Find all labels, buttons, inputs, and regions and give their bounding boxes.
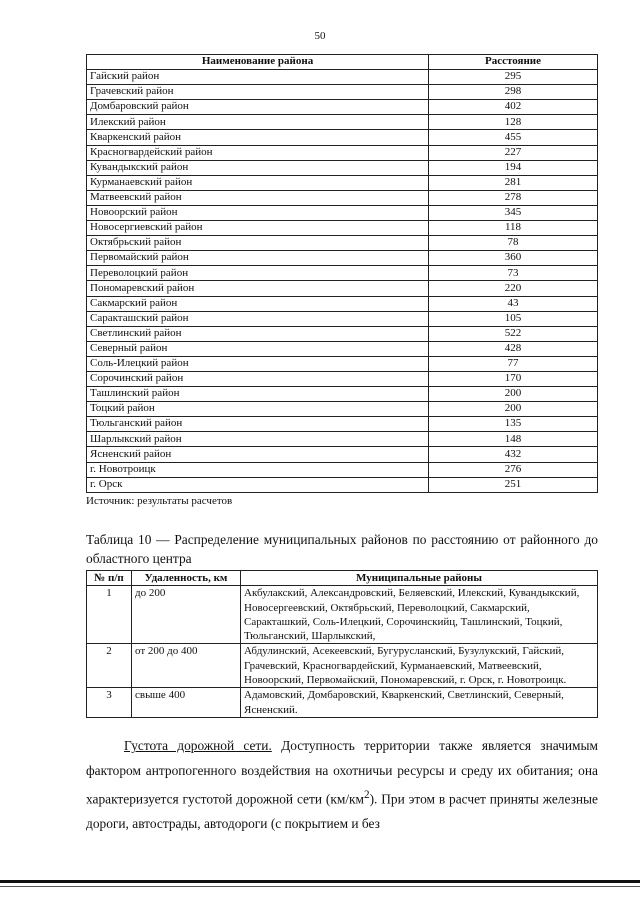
distance-cell: 295: [429, 70, 598, 85]
paragraph-text-continued: ). При этом в расчет приняты железные дороги, автострады, автодороги (с покрытием и без: [86, 791, 598, 831]
page-bottom-rule-thin: [0, 886, 640, 887]
distance-cell: 276: [429, 462, 598, 477]
table-row: [87, 236, 598, 251]
district-name-cell: Ташлинский район: [87, 387, 429, 402]
remoteness-cell: до 200: [132, 586, 241, 644]
distance-cell: 73: [429, 266, 598, 281]
district-name-cell: Матвеевский район: [87, 190, 429, 205]
district-name-cell: Кувандыкский район: [87, 160, 429, 175]
distance-cell: 194: [429, 160, 598, 175]
distance-table: [86, 54, 598, 493]
table-row: [87, 586, 598, 644]
district-name-cell: Новосергиевский район: [87, 221, 429, 236]
distance-cell: 170: [429, 371, 598, 386]
table-row: [87, 477, 598, 492]
districts-cell: Акбулакский, Александровский, Беляевский, Илекский, Кувандыкский, Новосергеевский, Октябрьский, Переволоцкий, Сакмарский, Саракташкий, Соль-Илецкий, Сорочинскийц, Ташлинский, Тоцкий, Тюльганский, Шарлыкский,: [241, 586, 598, 644]
table-row: [87, 296, 598, 311]
district-name-cell: Сакмарский район: [87, 296, 429, 311]
district-group-table: [86, 570, 598, 718]
district-name-cell: Тюльганский район: [87, 417, 429, 432]
paragraph-heading: Густота дорожной сети.: [124, 738, 272, 753]
table-row: [87, 160, 598, 175]
table-row: [87, 70, 598, 85]
table-row: [87, 175, 598, 190]
row-number-cell: 2: [87, 644, 132, 688]
table-row: [87, 462, 598, 477]
column-header-number: № п/п: [87, 571, 132, 586]
distance-cell: 105: [429, 311, 598, 326]
district-name-cell: г. Новотроицк: [87, 462, 429, 477]
distance-cell: 220: [429, 281, 598, 296]
distance-cell: 200: [429, 402, 598, 417]
table-row: [87, 145, 598, 160]
table-row: [87, 371, 598, 386]
table-row: [87, 447, 598, 462]
distance-cell: 432: [429, 447, 598, 462]
table-header-row: [87, 571, 598, 586]
district-name-cell: Первомайский район: [87, 251, 429, 266]
district-name-cell: Красногвардейский район: [87, 145, 429, 160]
table-row: [87, 115, 598, 130]
distance-cell: 522: [429, 326, 598, 341]
column-header-distance: Расстояние: [429, 55, 598, 70]
remoteness-cell: свыше 400: [132, 688, 241, 718]
paragraph-text: Доступность территории также является значимым фактором антропогенного воздействия на охотничьи ресурсы и среду их обитания; она характеризуется густотой дорожной сети (км/км: [86, 738, 598, 807]
district-name-cell: Тоцкий район: [87, 402, 429, 417]
districts-cell: Адамовский, Домбаровский, Кваркенский, Светлинский, Северный, Ясненский.: [241, 688, 598, 718]
table-header-row: [87, 55, 598, 70]
table-row: [87, 402, 598, 417]
district-name-cell: Светлинский район: [87, 326, 429, 341]
district-name-cell: Ясненский район: [87, 447, 429, 462]
district-name-cell: Октябрьский район: [87, 236, 429, 251]
table-row: [87, 100, 598, 115]
table-row: [87, 85, 598, 100]
table-row: [87, 281, 598, 296]
district-name-cell: Грачевский район: [87, 85, 429, 100]
column-header-remoteness: Удаленность, км: [132, 571, 241, 586]
distance-cell: 281: [429, 175, 598, 190]
districts-cell: Абдулинский, Асекеевский, Бугурусланский, Бузулукский, Гайский, Грачевский, Красногвардейский, Курманаевский, Матвеевский, Новоорский, Первомайский, Пономаревский, г. Орск, г. Новотроицк.: [241, 644, 598, 688]
table-row: [87, 221, 598, 236]
distance-cell: 200: [429, 387, 598, 402]
page-bottom-rule: [0, 880, 640, 883]
table-row: [87, 644, 598, 688]
district-name-cell: Переволоцкий район: [87, 266, 429, 281]
district-name-cell: Домбаровский район: [87, 100, 429, 115]
superscript: 2: [364, 789, 370, 801]
district-name-cell: Соль-Илецкий район: [87, 356, 429, 371]
source-note: Источник: результаты расчетов: [86, 495, 233, 507]
remoteness-cell: от 200 до 400: [132, 644, 241, 688]
distance-cell: 128: [429, 115, 598, 130]
district-name-cell: Курманаевский район: [87, 175, 429, 190]
distance-cell: 148: [429, 432, 598, 447]
district-name-cell: Илекский район: [87, 115, 429, 130]
district-name-cell: Гайский район: [87, 70, 429, 85]
body-paragraph: [86, 734, 598, 836]
distance-cell: 455: [429, 130, 598, 145]
table-row: [87, 688, 598, 718]
table-row: [87, 266, 598, 281]
table-caption: Таблица 10 — Распределение муниципальных районов по расстоянию от районного до областного центра: [86, 532, 598, 566]
column-header-district: Наименование района: [87, 55, 429, 70]
page-number: 50: [314, 30, 326, 42]
district-name-cell: Сорочинский район: [87, 371, 429, 386]
distance-cell: 77: [429, 356, 598, 371]
table-row: [87, 251, 598, 266]
table-row: [87, 356, 598, 371]
distance-cell: 43: [429, 296, 598, 311]
table-row: [87, 387, 598, 402]
distance-cell: 278: [429, 190, 598, 205]
district-group-table-body: [87, 586, 598, 718]
table-row: [87, 326, 598, 341]
district-name-cell: г. Орск: [87, 477, 429, 492]
district-name-cell: Саракташский район: [87, 311, 429, 326]
distance-table-body: [87, 70, 598, 493]
table-row: [87, 417, 598, 432]
table-row: [87, 205, 598, 220]
row-number-cell: 3: [87, 688, 132, 718]
district-name-cell: Пономаревский район: [87, 281, 429, 296]
table-row: [87, 311, 598, 326]
distance-cell: 345: [429, 205, 598, 220]
distance-cell: 118: [429, 221, 598, 236]
table-row: [87, 130, 598, 145]
district-name-cell: Кваркенский район: [87, 130, 429, 145]
distance-cell: 402: [429, 100, 598, 115]
distance-cell: 227: [429, 145, 598, 160]
district-name-cell: Северный район: [87, 341, 429, 356]
distance-cell: 251: [429, 477, 598, 492]
distance-cell: 135: [429, 417, 598, 432]
distance-cell: 428: [429, 341, 598, 356]
table-row: [87, 190, 598, 205]
row-number-cell: 1: [87, 586, 132, 644]
distance-cell: 298: [429, 85, 598, 100]
table-row: [87, 432, 598, 447]
district-name-cell: Шарлыкский район: [87, 432, 429, 447]
table-row: [87, 341, 598, 356]
distance-cell: 360: [429, 251, 598, 266]
district-name-cell: Новоорский район: [87, 205, 429, 220]
distance-cell: 78: [429, 236, 598, 251]
column-header-districts: Муниципальные районы: [241, 571, 598, 586]
